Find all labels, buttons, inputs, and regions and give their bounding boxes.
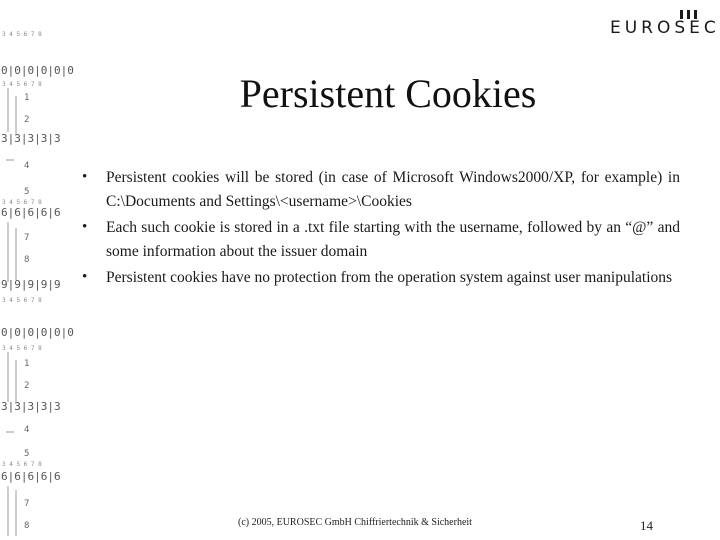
svg-text:1: 1 [24,359,30,369]
svg-text:5: 5 [24,449,30,459]
svg-text:0|0|0|0|0|0: 0|0|0|0|0|0 [1,326,74,339]
bullet-dot-icon: • [82,169,88,185]
svg-text:2: 2 [24,381,30,391]
svg-text:1: 1 [24,93,30,103]
eurosec-logo [606,4,720,40]
number-strip-graphic [0,0,74,540]
svg-text:6|6|6|6|6: 6|6|6|6|6 [1,470,61,483]
bullet-text: Each such cookie is stored in a .txt file starting with the username, followed by an “@” and some information about the issuer domain [106,219,680,260]
bullet-item [82,166,680,213]
bullet-list [82,166,680,293]
footer-copyright: (c) 2005, EUROSEC GmbH Chiffriertechnik & Sicherheit [238,517,472,528]
bullet-dot-icon: • [82,269,88,285]
svg-text:3 4 5 6 7 8: 3 4 5 6 7 8 [2,31,42,38]
decorative-number-strip [0,0,74,540]
svg-text:3 4 5 6 7 8: 3 4 5 6 7 8 [2,345,42,352]
svg-text:5: 5 [24,187,30,197]
bullet-dot-icon: • [82,219,88,235]
svg-text:3|3|3|3|3: 3|3|3|3|3 [1,400,61,413]
svg-text:3|3|3|3|3: 3|3|3|3|3 [1,132,61,145]
svg-text:9|9|9|9|9: 9|9|9|9|9 [1,278,61,291]
svg-text:3 4 5 6 7 8: 3 4 5 6 7 8 [2,199,42,206]
svg-text:4: 4 [24,161,30,171]
svg-text:2: 2 [24,115,30,125]
svg-text:8: 8 [24,521,30,531]
bullet-text: Persistent cookies have no protection from the operation system against user manipulations [106,269,673,286]
logo-text: EUROSEC [610,18,720,38]
bullet-item [82,216,680,263]
svg-text:0|0|0|0|0|0: 0|0|0|0|0|0 [1,64,74,77]
svg-text:4: 4 [24,425,30,435]
svg-text:7: 7 [24,233,30,243]
svg-text:8: 8 [24,255,30,265]
svg-text:3 4 5 6 7 8: 3 4 5 6 7 8 [2,297,42,304]
svg-text:3 4 5 6 7 8: 3 4 5 6 7 8 [2,461,42,468]
svg-text:7: 7 [24,499,30,509]
bullet-text: Persistent cookies will be stored (in case of Microsoft Windows2000/XP, for example) in C:\Documents and Settings\<username>\Cookies [106,169,680,210]
svg-text:6|6|6|6|6: 6|6|6|6|6 [1,206,61,219]
bullet-item [82,266,680,290]
svg-text:3 4 5 6 7 8: 3 4 5 6 7 8 [2,81,42,88]
page-number: 14 [640,518,653,533]
slide-title: Persistent Cookies [239,71,537,116]
